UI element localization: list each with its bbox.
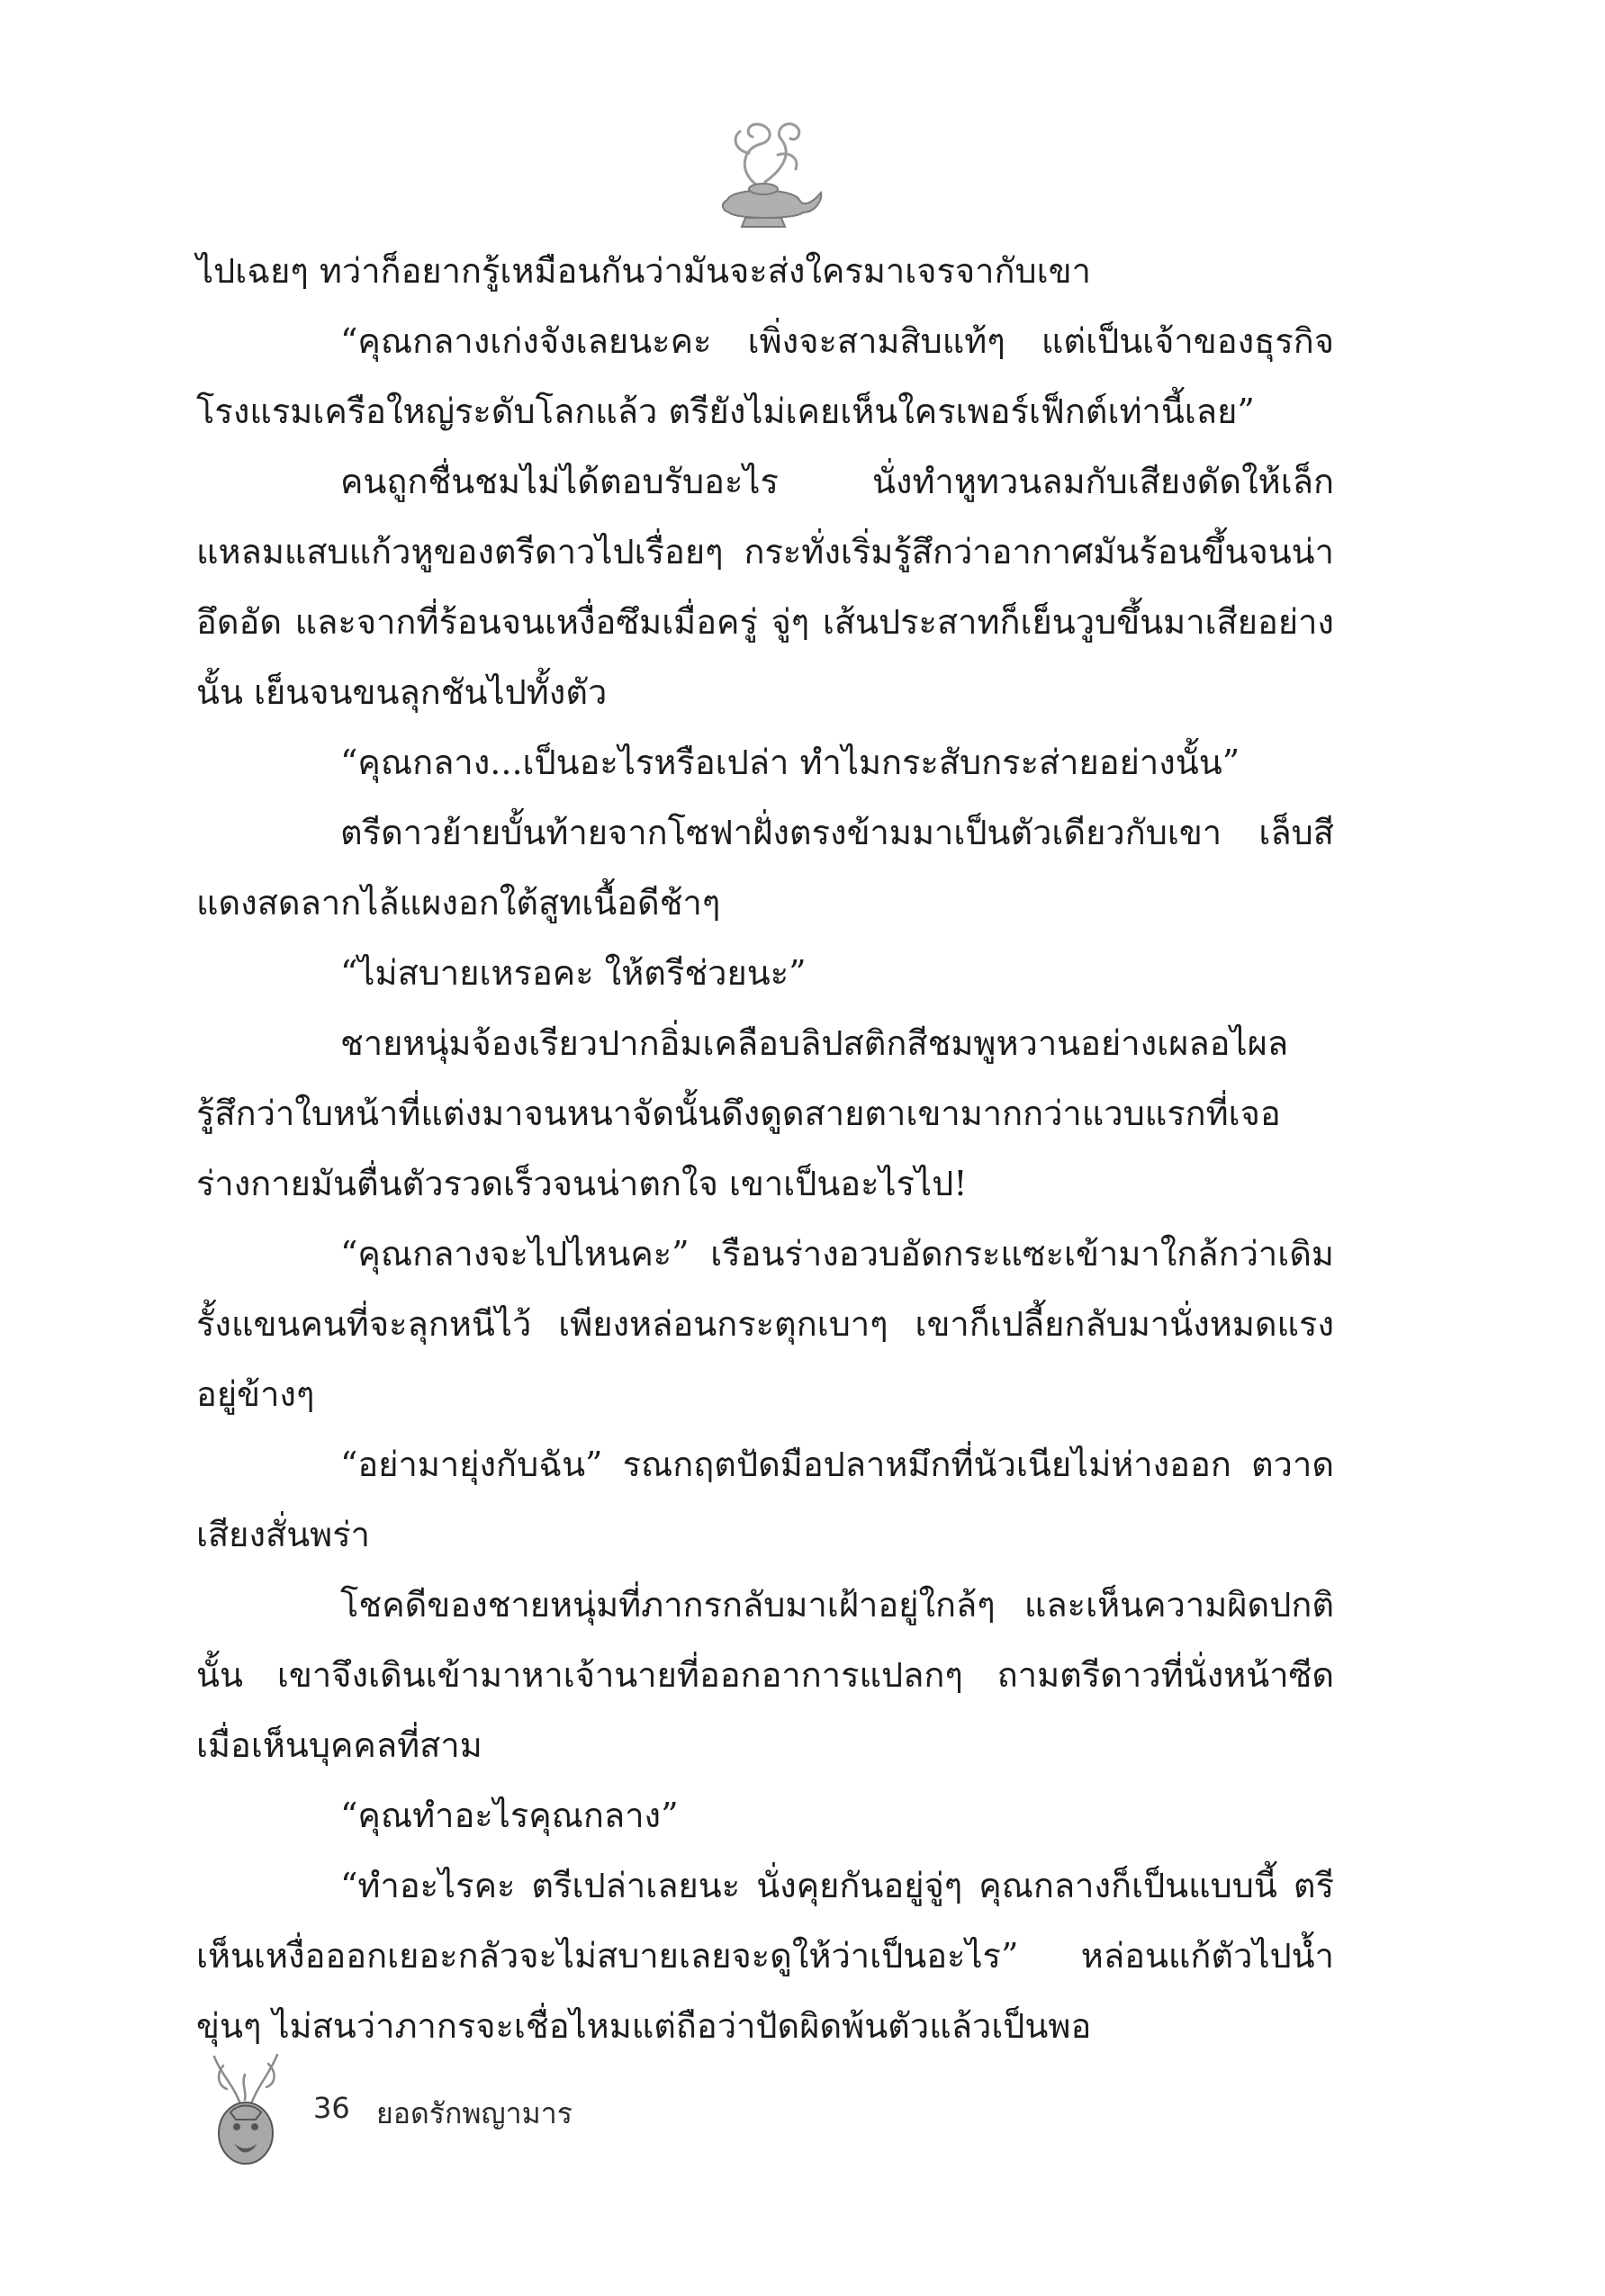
paragraph: ไปเฉยๆ ทว่าก็อยากรู้เหมือนกันว่ามันจะส่งใครมาเจรจากับเขา [196, 251, 1091, 291]
paragraph: ชายหนุ่มจ้องเรียวปากอิ่มเคลือบลิปสติกสีชมพูหวานอย่างเผลอไผล รู้สึกว่าใบหน้าที่แต่งมาจนหนาจัดนั้นดึงดูดสายตาเขามากกว่าแวบแรกที่เจอ ร่างกายมันตื่นตัวรวดเร็วจนน่าตกใจ เขาเป็นอะไรไป! [196, 1023, 1289, 1203]
paragraph: “คุณกลางจะไปไหนคะ” เรือนร่างอวบอัดกระแซะเข้ามาใกล้กว่าเดิม รั้งแขนคนที่จะลุกหนีไว้ เพียงหล่อนกระตุกเบาๆ เขาก็เปลี้ยกลับมานั่งหมดแรงอยู่ข้างๆ [196, 1234, 1334, 1414]
paragraph: “ทำอะไรคะ ตรีเปล่าเลยนะ นั่งคุยกันอยู่จู่ๆ คุณกลางก็เป็นแบบนี้ ตรีเห็นเหงื่อออกเยอะกลัวจะไม่สบายเลยจะดูให้ว่าเป็นอะไร” หล่อนแก้ตัวไปน้ำขุ่นๆ ไม่สนว่าภากรจะเชื่อไหมแต่ถือว่าปัดผิดพ้นตัวแล้วเป็นพอ [196, 1866, 1334, 2046]
paragraph: “คุณทำอะไรคุณกลาง” [340, 1796, 679, 1835]
creature-ornament-icon [196, 2048, 295, 2174]
paragraph: โชคดีของชายหนุ่มที่ภากรกลับมาเฝ้าอยู่ใกล้ๆ และเห็นความผิดปกตินั้น เขาจึงเดินเข้ามาหาเจ้านายที่ออกอาการแปลกๆ ถามตรีดาวที่นั่งหน้าซีดเมื่อเห็นบุคคลที่สาม [196, 1585, 1334, 1765]
page-number: 36 [313, 2091, 350, 2125]
body-text [196, 236, 1334, 2061]
paragraph: “อย่ามายุ่งกับฉัน” รณกฤตปัดมือปลาหมึกที่นัวเนียไม่ห่างออก ตวาดเสียงสั่นพร่า [196, 1445, 1334, 1554]
paragraph: ตรีดาวย้ายบั้นท้ายจากโซฟาฝั่งตรงข้ามมาเป็นตัวเดียวกับเขา เล็บสีแดงสดลากไล้แผงอกใต้สูทเนื้อดีช้าๆ [196, 813, 1334, 923]
paragraph: “คุณกลาง...เป็นอะไรหรือเปล่า ทำไมกระสับกระส่ายอย่างนั้น” [340, 743, 1240, 782]
paragraph: คนถูกชื่นชมไม่ได้ตอบรับอะไร นั่งทำหูทวนลมกับเสียงดัดให้เล็กแหลมแสบแก้วหูของตรีดาวไปเรื่อยๆ กระทั่งเริ่มรู้สึกว่าอากาศมันร้อนขึ้นจนน่าอึดอัด และจากที่ร้อนจนเหงื่อซึมเมื่อครู่ จู่ๆ เส้นประสาทก็เย็นวูบขึ้นมาเสียอย่างนั้น เย็นจนขนลุกชันไปทั้งตัว [196, 462, 1334, 712]
page-footer [196, 2048, 736, 2174]
genie-lamp-icon [702, 99, 828, 234]
paragraph: “คุณกลางเก่งจังเลยนะคะ เพิ่งจะสามสิบแท้ๆ แต่เป็นเจ้าของธุรกิจโรงแรมเครือใหญ่ระดับโลกแล้ว ตรียังไม่เคยเห็นใครเพอร์เฟ็กต์เท่านี้เลย” [196, 321, 1334, 431]
book-title: ยอดรักพญามาร [376, 2096, 573, 2130]
paragraph: “ไม่สบายเหรอคะ ให้ตรีช่วยนะ” [340, 953, 807, 993]
